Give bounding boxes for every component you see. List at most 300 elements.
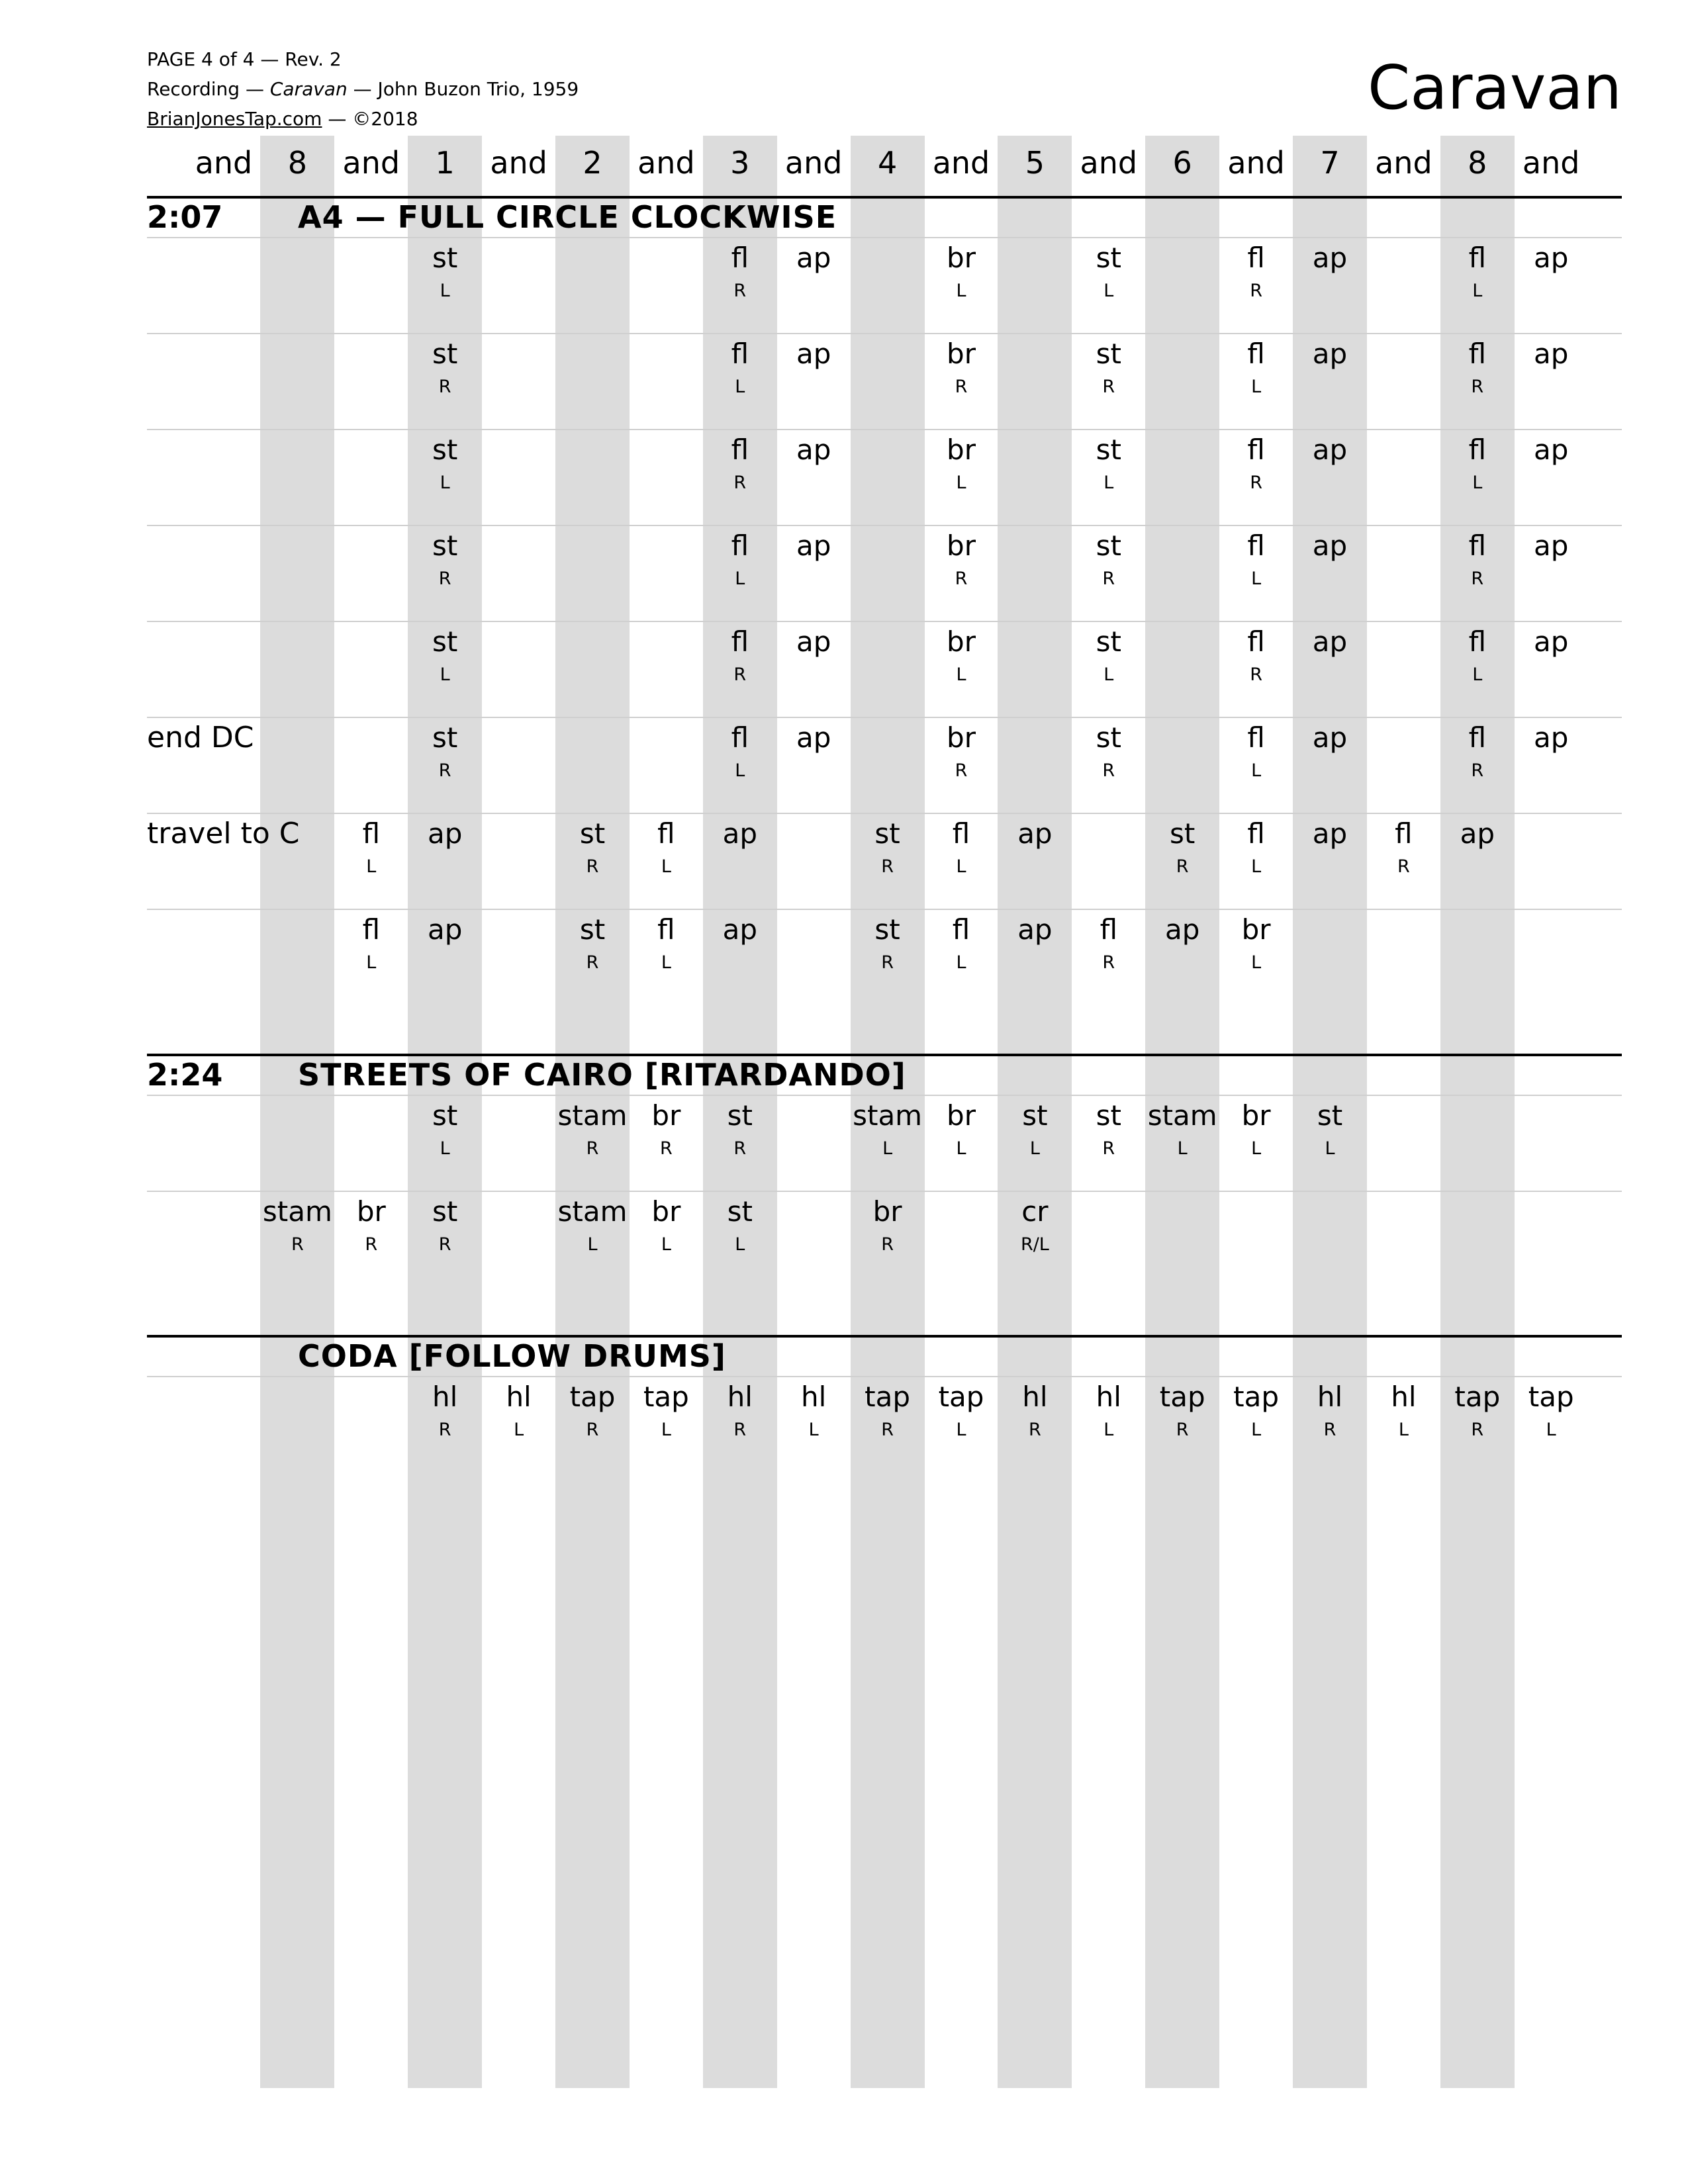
step-cell [408, 1379, 482, 1442]
foot-label: R [1102, 569, 1115, 589]
step-name: ap [1312, 625, 1348, 658]
step-cell [408, 815, 482, 855]
step-cell [703, 336, 777, 399]
foot-label: L [956, 856, 966, 877]
step-name: br [947, 433, 976, 466]
step-name: st [1317, 1099, 1343, 1132]
step-name: ap [1312, 529, 1348, 562]
foot-label: L [587, 1234, 598, 1255]
step-name: fl [731, 529, 749, 562]
count-label: and [490, 145, 547, 181]
step-cell [703, 1097, 777, 1161]
step-name: fl [657, 913, 675, 946]
step-cell [1219, 1097, 1293, 1161]
count-label: 8 [1468, 145, 1487, 181]
step-cell [1219, 432, 1293, 495]
step-cell [1219, 719, 1293, 783]
step-name: hl [1317, 1381, 1343, 1413]
step-cell [555, 1097, 630, 1161]
foot-label: L [956, 1138, 966, 1159]
site-line [147, 105, 418, 134]
step-cell [1072, 432, 1146, 495]
foot-label: L [956, 952, 966, 973]
step-name: st [1096, 433, 1121, 466]
foot-label: R [1250, 664, 1262, 685]
foot-label: R [1176, 856, 1189, 877]
step-name: st [432, 433, 458, 466]
foot-label: R [733, 473, 747, 493]
foot-label: L [1103, 281, 1114, 301]
step-name: br [947, 625, 976, 658]
step-name: st [727, 1099, 753, 1132]
step-name: st [1096, 529, 1121, 562]
step-name: br [1241, 1099, 1271, 1132]
step-name: st [874, 817, 900, 850]
step-cell [1072, 1097, 1146, 1161]
step-cell [1145, 1097, 1219, 1161]
step-name: fl [731, 625, 749, 658]
foot-label: R [733, 664, 747, 685]
foot-label: L [1472, 664, 1483, 685]
step-name: ap [1312, 721, 1348, 754]
step-cell [998, 1379, 1072, 1442]
step-cell [1145, 911, 1219, 951]
count-label: 5 [1025, 145, 1045, 181]
step-name: st [1170, 817, 1196, 850]
step-cell [1293, 1097, 1367, 1161]
step-cell [703, 815, 777, 855]
step-name: fl [1247, 625, 1265, 658]
row-rule [147, 813, 1622, 814]
step-cell [1072, 623, 1146, 687]
foot-label: L [1103, 664, 1114, 685]
step-cell [629, 1193, 703, 1257]
step-cell [1514, 240, 1588, 279]
step-name: br [947, 529, 976, 562]
step-name: st [432, 625, 458, 658]
step-name: hl [1022, 1381, 1048, 1413]
step-cell [1072, 911, 1146, 975]
step-name: fl [1247, 242, 1265, 274]
foot-label: R [1471, 569, 1484, 589]
step-cell [555, 1193, 630, 1257]
step-cell [776, 719, 851, 759]
step-cell [1293, 623, 1367, 663]
step-name: ap [796, 338, 831, 370]
recording-line [147, 75, 579, 104]
step-cell [334, 1193, 408, 1257]
step-cell [408, 336, 482, 399]
step-name: stam [1147, 1099, 1217, 1132]
step-name: stam [557, 1195, 628, 1228]
step-cell [1219, 623, 1293, 687]
row-label: end DC [147, 721, 254, 754]
foot-label: R [1029, 1420, 1041, 1440]
step-cell [1072, 719, 1146, 783]
step-name: st [432, 529, 458, 562]
foot-label: R [881, 952, 894, 973]
step-name: ap [1533, 242, 1569, 274]
foot-label: R [586, 952, 599, 973]
step-cell [703, 719, 777, 783]
step-cell [924, 1097, 998, 1161]
step-name: fl [731, 242, 749, 274]
step-cell [1293, 432, 1367, 471]
foot-label: R [438, 377, 451, 397]
foot-label: L [1325, 1138, 1335, 1159]
step-cell [998, 911, 1072, 951]
foot-label: L [1251, 1420, 1262, 1440]
count-label: 8 [287, 145, 308, 181]
foot-label: R [955, 377, 968, 397]
step-name: st [579, 913, 606, 946]
step-name: cr [1021, 1195, 1049, 1228]
count-label: and [932, 145, 990, 181]
step-name: fl [731, 721, 749, 754]
foot-label: L [956, 1420, 966, 1440]
count-label: and [637, 145, 695, 181]
step-cell [924, 432, 998, 495]
foot-label: L [1472, 281, 1483, 301]
row-rule [147, 717, 1622, 718]
foot-label: L [1103, 1420, 1114, 1440]
foot-label: L [661, 1420, 671, 1440]
foot-label: R [1323, 1420, 1336, 1440]
step-cell [1440, 527, 1515, 591]
step-name: ap [1312, 817, 1348, 850]
step-cell [1219, 240, 1293, 303]
foot-label: R [1176, 1420, 1189, 1440]
step-name: ap [1533, 625, 1569, 658]
step-name: fl [1468, 338, 1487, 370]
count-label: and [1375, 145, 1432, 181]
step-cell [776, 240, 851, 279]
step-cell [1072, 1379, 1146, 1442]
step-name: fl [1468, 721, 1487, 754]
step-name: st [432, 1195, 458, 1228]
step-cell [555, 911, 630, 975]
step-name: st [432, 1099, 458, 1132]
step-name: fl [1247, 433, 1265, 466]
step-name: fl [1468, 625, 1487, 658]
step-name: stam [853, 1099, 923, 1132]
row-rule [147, 909, 1622, 910]
step-name: st [579, 817, 606, 850]
step-cell [1145, 815, 1219, 879]
step-cell [1293, 1379, 1367, 1442]
step-cell [1440, 240, 1515, 303]
section-title: STREETS OF CAIRO [RITARDANDO] [298, 1057, 906, 1093]
page-line: PAGE 4 of 4 — Rev. 2 [147, 48, 342, 70]
step-cell [1440, 336, 1515, 399]
step-cell [334, 815, 408, 879]
step-name: fl [1247, 338, 1265, 370]
step-name: tap [569, 1381, 616, 1413]
step-cell [1072, 240, 1146, 303]
site-link[interactable]: BrianJonesTap.com [147, 108, 322, 130]
foot-label: L [661, 1234, 671, 1255]
foot-label: L [1251, 952, 1262, 973]
step-name: hl [1096, 1381, 1121, 1413]
step-name: ap [796, 721, 831, 754]
step-cell [851, 911, 925, 975]
step-name: br [947, 242, 976, 274]
step-name: ap [1312, 242, 1348, 274]
step-cell [408, 527, 482, 591]
foot-label: R [586, 1138, 599, 1159]
section-title: A4 — FULL CIRCLE CLOCKWISE [298, 199, 837, 235]
step-cell [1293, 240, 1367, 279]
step-cell [776, 1379, 851, 1442]
foot-label: R [881, 856, 894, 877]
foot-label: R [1471, 1420, 1484, 1440]
foot-label: L [440, 1138, 450, 1159]
step-cell [1219, 815, 1293, 879]
step-cell [924, 336, 998, 399]
step-cell [1440, 815, 1515, 855]
step-name: tap [1233, 1381, 1280, 1413]
step-name: fl [657, 817, 675, 850]
foot-label: L [808, 1420, 819, 1440]
step-cell [851, 1097, 925, 1161]
step-cell [555, 815, 630, 879]
section-time: 2:07 [147, 199, 223, 235]
foot-label: R [438, 760, 451, 781]
step-cell [776, 527, 851, 567]
step-name: fl [362, 817, 381, 850]
step-cell [1514, 1379, 1588, 1442]
foot-label: R [955, 760, 968, 781]
step-cell [703, 240, 777, 303]
step-cell [924, 911, 998, 975]
step-cell [851, 1193, 925, 1257]
step-name: ap [1164, 913, 1200, 946]
foot-label: R [1397, 856, 1410, 877]
foot-label: L [1029, 1138, 1040, 1159]
row-rule [147, 621, 1622, 622]
step-cell [1440, 623, 1515, 687]
foot-label: R/L [1020, 1234, 1049, 1255]
step-name: ap [1017, 817, 1053, 850]
step-cell [1514, 527, 1588, 567]
step-cell [555, 1379, 630, 1442]
step-name: hl [432, 1381, 458, 1413]
step-name: br [1241, 913, 1271, 946]
step-cell [703, 527, 777, 591]
step-name: ap [427, 913, 463, 946]
foot-label: L [956, 664, 966, 685]
step-name: br [947, 721, 976, 754]
count-label: 7 [1320, 145, 1340, 181]
step-cell [1072, 336, 1146, 399]
foot-label: R [1102, 760, 1115, 781]
foot-label: L [514, 1420, 524, 1440]
count-label: 3 [730, 145, 750, 181]
step-name: fl [1247, 817, 1265, 850]
step-cell [629, 1097, 703, 1161]
step-cell [776, 623, 851, 663]
step-name: st [432, 721, 458, 754]
step-name: stam [557, 1099, 628, 1132]
step-cell [629, 1379, 703, 1442]
row-rule [147, 525, 1622, 526]
step-cell [1145, 1379, 1219, 1442]
foot-label: L [1398, 1420, 1409, 1440]
count-label: 4 [877, 145, 898, 181]
step-cell [1440, 432, 1515, 495]
step-cell [1514, 432, 1588, 471]
step-cell [629, 815, 703, 879]
count-label: and [1522, 145, 1580, 181]
foot-label: L [882, 1138, 893, 1159]
step-cell [1514, 719, 1588, 759]
step-cell [1293, 527, 1367, 567]
foot-label: R [1102, 952, 1115, 973]
step-name: st [1022, 1099, 1048, 1132]
step-name: ap [1312, 433, 1348, 466]
step-cell [924, 1379, 998, 1442]
foot-label: R [1471, 377, 1484, 397]
step-name: br [651, 1099, 681, 1132]
step-cell [408, 623, 482, 687]
foot-label: R [586, 1420, 599, 1440]
row-rule [147, 1095, 1622, 1096]
count-label: and [342, 145, 400, 181]
step-cell [924, 719, 998, 783]
foot-label: R [438, 569, 451, 589]
foot-label: R [1102, 377, 1115, 397]
step-name: fl [1468, 242, 1487, 274]
foot-label: R [1250, 281, 1262, 301]
recording-suffix: — John Buzon Trio, 1959 [347, 78, 579, 100]
step-name: ap [796, 242, 831, 274]
foot-label: R [881, 1234, 894, 1255]
step-cell [703, 1193, 777, 1257]
step-name: st [727, 1195, 753, 1228]
step-cell [703, 911, 777, 951]
step-name: ap [1312, 338, 1348, 370]
foot-label: R [1250, 473, 1262, 493]
step-cell [408, 240, 482, 303]
step-name: ap [722, 817, 757, 850]
step-name: br [947, 1099, 976, 1132]
step-name: tap [865, 1381, 911, 1413]
step-cell [1293, 719, 1367, 759]
step-name: ap [722, 913, 757, 946]
step-name: hl [506, 1381, 532, 1413]
step-name: st [1096, 721, 1121, 754]
step-cell [1514, 336, 1588, 375]
foot-label: L [661, 856, 671, 877]
step-name: st [1096, 338, 1121, 370]
step-name: fl [1247, 721, 1265, 754]
step-name: hl [801, 1381, 827, 1413]
step-name: ap [796, 433, 831, 466]
step-name: st [432, 338, 458, 370]
step-name: ap [1533, 433, 1569, 466]
foot-label: R [733, 1138, 747, 1159]
foot-label: L [366, 856, 377, 877]
step-name: st [874, 913, 900, 946]
step-cell [1514, 623, 1588, 663]
foot-label: R [438, 1234, 451, 1255]
count-label: and [1080, 145, 1138, 181]
step-name: fl [1100, 913, 1118, 946]
foot-label: R [586, 856, 599, 877]
step-cell [1219, 911, 1293, 975]
step-cell [851, 815, 925, 879]
step-name: st [1096, 1099, 1121, 1132]
count-label: 1 [435, 145, 455, 181]
foot-label: L [440, 281, 450, 301]
count-label: 6 [1172, 145, 1192, 181]
step-name: ap [796, 625, 831, 658]
step-cell [924, 623, 998, 687]
foot-label: L [956, 281, 966, 301]
step-name: br [356, 1195, 386, 1228]
step-name: ap [1460, 817, 1495, 850]
count-label: and [1227, 145, 1285, 181]
step-cell [408, 911, 482, 951]
foot-label: L [1103, 473, 1114, 493]
row-rule [147, 1191, 1622, 1192]
step-cell [703, 1379, 777, 1442]
step-cell [334, 911, 408, 975]
step-cell [1219, 1379, 1293, 1442]
count-label: and [195, 145, 253, 181]
step-name: tap [1159, 1381, 1205, 1413]
foot-label: L [1546, 1420, 1556, 1440]
foot-label: L [735, 569, 745, 589]
step-name: fl [952, 913, 970, 946]
foot-label: R [1102, 1138, 1115, 1159]
step-cell [1440, 719, 1515, 783]
step-cell [1440, 1379, 1515, 1442]
step-name: fl [1468, 433, 1487, 466]
step-name: tap [1528, 1381, 1574, 1413]
step-name: ap [1017, 913, 1053, 946]
step-name: fl [731, 433, 749, 466]
step-name: fl [362, 913, 381, 946]
step-name: br [947, 338, 976, 370]
step-name: st [1096, 625, 1121, 658]
step-cell [408, 719, 482, 783]
foot-label: L [1472, 473, 1483, 493]
step-cell [703, 623, 777, 687]
foot-label: R [1471, 760, 1484, 781]
step-name: ap [1533, 338, 1569, 370]
step-cell [1072, 527, 1146, 591]
step-name: hl [1391, 1381, 1417, 1413]
foot-label: R [660, 1138, 673, 1159]
recording-prefix: Recording — [147, 78, 270, 100]
step-cell [1219, 336, 1293, 399]
step-cell [1293, 336, 1367, 375]
foot-label: L [440, 473, 450, 493]
foot-label: L [1251, 569, 1262, 589]
row-label: travel to C [147, 817, 300, 850]
step-name: fl [1247, 529, 1265, 562]
step-cell [851, 1379, 925, 1442]
step-name: tap [1454, 1381, 1501, 1413]
step-cell [776, 432, 851, 471]
step-name: br [872, 1195, 902, 1228]
row-rule [147, 333, 1622, 334]
step-cell [924, 240, 998, 303]
foot-label: L [735, 377, 745, 397]
step-cell [776, 336, 851, 375]
step-name: ap [1533, 529, 1569, 562]
